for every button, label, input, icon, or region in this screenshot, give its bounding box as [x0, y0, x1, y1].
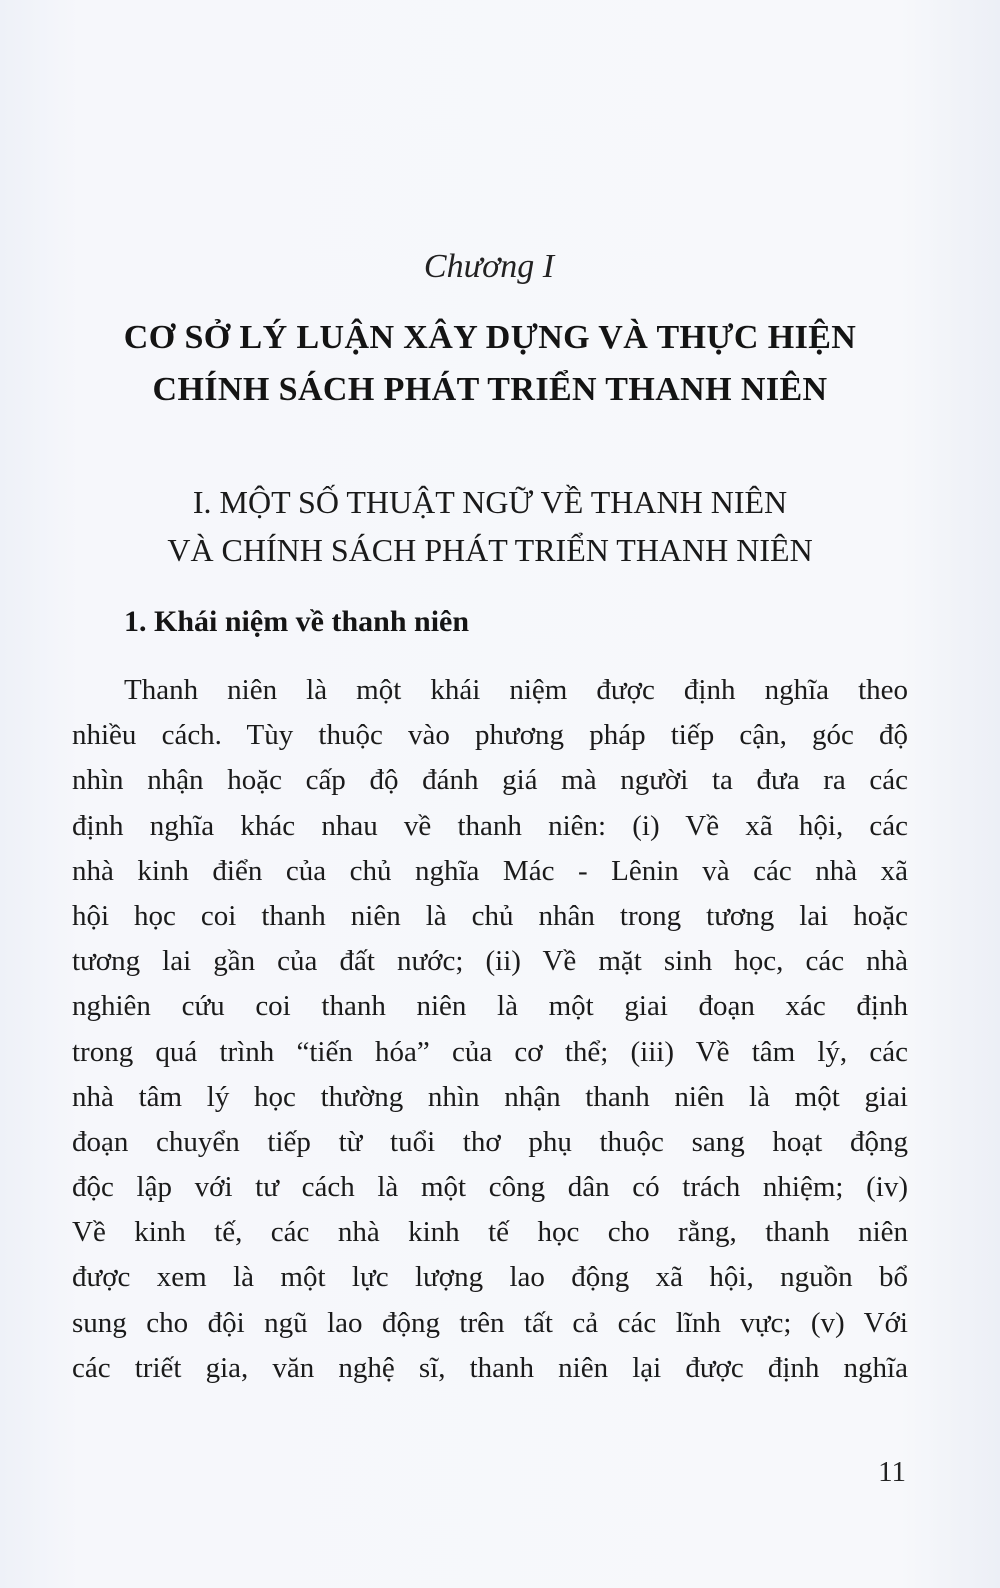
body-paragraph — [72, 668, 908, 1391]
paragraph-line: Thanh niên là một khái niệm được định nghĩa theo — [124, 674, 908, 706]
paragraph-line: định nghĩa khác nhau về thanh niên: (i) Về xã hội, các — [72, 809, 908, 842]
chapter-title-line: CHÍNH SÁCH PHÁT TRIỂN THANH NIÊN — [152, 371, 828, 408]
page-number: 11 — [878, 1456, 906, 1488]
paragraph-line: được xem là một lực lượng lao động xã hội, nguồn bổ — [72, 1261, 908, 1294]
chapter-title-line: CƠ SỞ LÝ LUẬN XÂY DỰNG VÀ THỰC HIỆN — [123, 319, 857, 356]
paragraph-line: sung cho đội ngũ lao động trên tất cả các lĩnh vực; (v) Với — [72, 1306, 908, 1339]
paragraph-line: tương lai gần của đất nước; (ii) Về mặt sinh học, các nhà — [72, 945, 908, 978]
section-title-line: VÀ CHÍNH SÁCH PHÁT TRIỂN THANH NIÊN — [167, 532, 813, 568]
paragraph-line: nhiều cách. Tùy thuộc vào phương pháp tiếp cận, góc độ — [72, 719, 908, 752]
paragraph-line: Về kinh tế, các nhà kinh tế học cho rằng, thanh niên — [72, 1216, 908, 1249]
paragraph-line: hội học coi thanh niên là chủ nhân trong tương lai hoặc — [72, 899, 908, 932]
chapter-label: Chương I — [423, 248, 555, 285]
paragraph-line: trong quá trình “tiến hóa” của cơ thể; (iii) Về tâm lý, các — [72, 1035, 908, 1068]
paragraph-line: đoạn chuyển tiếp từ tuổi thơ phụ thuộc sang hoạt động — [72, 1125, 908, 1158]
paragraph-line: nhìn nhận hoặc cấp độ đánh giá mà người ta đưa ra các — [72, 764, 908, 797]
paragraph-line: nghiên cứu coi thanh niên là một giai đoạn xác định — [72, 990, 908, 1023]
paragraph-line: nhà tâm lý học thường nhìn nhận thanh niên là một giai — [72, 1080, 908, 1113]
section-title-line: I. MỘT SỐ THUẬT NGỮ VỀ THANH NIÊN — [192, 484, 788, 520]
paragraph-line: các triết gia, văn nghệ sĩ, thanh niên lại được định nghĩa — [72, 1351, 908, 1384]
subsection-title: 1. Khái niệm về thanh niên — [124, 605, 470, 638]
paragraph-line: nhà kinh điển của chủ nghĩa Mác - Lênin và các nhà xã — [72, 854, 908, 887]
paragraph-line: độc lập với tư cách là một công dân có trách nhiệm; (iv) — [72, 1171, 908, 1204]
section-title — [60, 478, 920, 574]
chapter-title — [60, 312, 920, 416]
